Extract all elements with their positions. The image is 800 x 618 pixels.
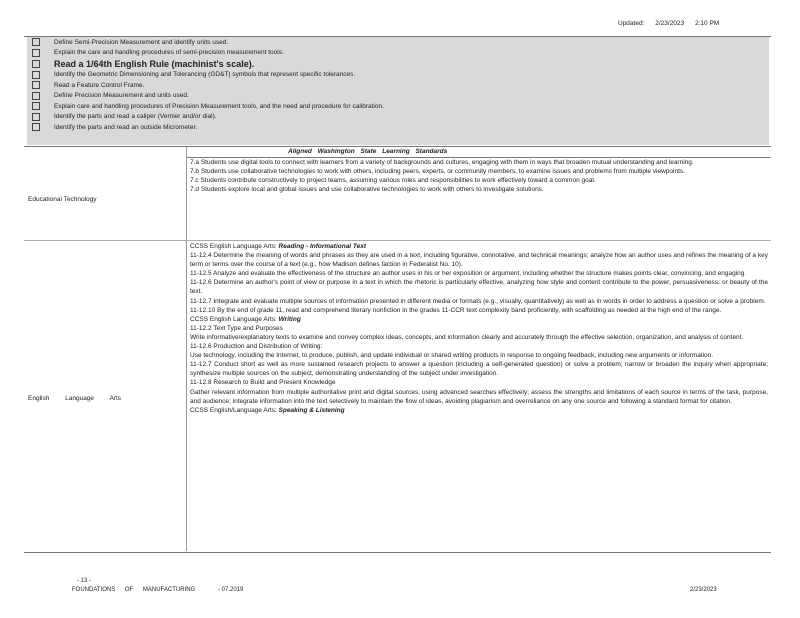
checkbox-icon — [32, 92, 40, 100]
objective-item: Identify the parts and read a caliper (Vernier and/or dial). — [27, 112, 769, 123]
standard-item: 11-12.6 Production and Distribution of Writing: — [190, 343, 323, 351]
footer-code: - 07.2019 — [218, 587, 244, 593]
checkbox-icon — [32, 71, 40, 79]
objective-item: Explain care and handling procedures of Precision Measurement tools, and the need and procedure for calibration. — [27, 101, 769, 112]
row-rule — [24, 240, 771, 241]
row-label-ela: English Language Arts — [28, 395, 122, 402]
footer-title: FOUNDATIONS OF MANUFACTURING — [72, 587, 196, 593]
checkbox-icon — [32, 49, 40, 57]
objective-item: Read a Feature Control Frame. — [27, 80, 769, 91]
checkbox-icon — [32, 81, 40, 89]
standard-item: 11-12.2 Text Type and Purposes — [190, 324, 283, 332]
standard-item: Use technology, including the Internet, to produce, publish, and update individual or shared writing products in response to ongoing feedback, including new arguments or information. — [190, 352, 714, 360]
standard-heading: CCSS English Language Arts: Reading - Informational Text — [190, 243, 367, 250]
checkbox-icon — [32, 102, 40, 110]
standard-item: 7.b Students use collaborative technologies to work with others, including peers, experts, or community members, to examine issues and problems from multiple viewpoints. — [190, 168, 685, 176]
standard-item: 11-12.7 Conduct short as well as more sustained research projects to answer a question (including a self-generated question) or solve a problem; narrow or broaden the inquiry when appropriate; synthesize multiple sources on the subject, demonstrating understanding of the subject under investigation. — [190, 361, 768, 378]
objective-item: Read a 1/64th English Rule (machinist's scale). — [27, 58, 769, 70]
standard-item: 7.c Students contribute constructively to project teams, assuming various roles and responsibilities to work effectively toward a common goal. — [190, 177, 596, 185]
objective-item: Explain the care and handling procedures of semi-precision measurement tools. — [27, 48, 769, 59]
standard-item: 11-12.7 Integrate and evaluate multiple sources of information presented in different media or formats (e.g., visually, quantitatively) as well as in words in order to address a question or solve a problem. — [190, 297, 766, 305]
table-bottom-rule — [24, 552, 771, 553]
standard-item: 7.a Students use digital tools to connect with learners from a variety of backgrounds and cultures, engaging with them in ways that broaden mutual understanding and learning. — [190, 159, 694, 166]
updated-label: Updated: — [618, 20, 645, 27]
table-top-rule — [24, 146, 771, 147]
standard-item: 11-12.8 Research to Build and Present Knowledge — [190, 379, 336, 387]
standard-heading: CCSS English Language Arts: Writing — [190, 315, 301, 323]
standard-item: Write informative/explanatory texts to examine and convey complex ideas, concepts, and information clearly and accurately through the effective selection, organization, and analysis of content. — [190, 333, 744, 341]
standard-item: 11-12.6 Determine an author's point of view or purpose in a text in which the rhetoric is particularly effective, analyzing how style and content contribute to the power, persuasiveness, or beauty of the text. — [190, 279, 768, 296]
objective-item: Identify the parts and read an outside Micrometer. — [27, 122, 769, 133]
objective-item: Identify the Geometric Dimensioning and Tolerancing (GD&T) symbols that represent specific tolerances. — [27, 70, 769, 81]
footer-page-number: - 13 - — [77, 578, 92, 584]
standard-item: 7.d Students explore local and global issues and use collaborative technologies to work with others to investigate solutions. — [190, 186, 544, 194]
standard-item: 11-12.4 Determine the meaning of words and phrases as they are used in a text, including figurative, connotative, and technical meanings; analyze how an author uses and refines the meaning of a key term or terms over the course of a text (e.g., how Madison defines faction in Federalist No. 10). — [190, 252, 768, 269]
standard-item: Gather relevant information from multiple authoritative print and digital sources, using advanced searches effectively; assess the strengths and limitations of each source in terms of the task, purpose, and audience; integrate information into the text selectively to maintain the flow of ideas, avoiding plagiarism and overreliance on any one source and following a standard format for citation. — [190, 388, 768, 405]
objective-item: Define Precision Measurement and units used. — [27, 91, 769, 102]
objectives-list — [27, 37, 769, 145]
standard-item: 11-12.5 Analyze and evaluate the effectiveness of the structure an author uses in his or her exposition or argument, including whether the structure makes points clear, convincing, and engaging. — [190, 270, 747, 278]
column-divider — [186, 147, 187, 551]
standard-heading: CCSS English/Language Arts: Speaking & Listening — [190, 406, 345, 414]
updated-date: 2/23/2023 — [655, 20, 685, 27]
checkbox-icon — [32, 60, 40, 68]
objective-item: Define Semi-Precision Measurement and identify units used. — [27, 37, 769, 48]
checkbox-icon — [32, 38, 40, 46]
ela-standards — [190, 242, 768, 415]
updated-time: 2:10 PM — [695, 20, 720, 27]
row-label-edtech: Educational Technology — [28, 196, 97, 203]
standard-item: 11-12.10 By the end of grade 11, read and comprehend literary nonfiction in the grades 11-CCR text complexity band proficiently, with scaffolding as needed at the high end of the range. — [190, 306, 722, 314]
checkbox-icon — [32, 113, 40, 121]
standards-header: Aligned Washington State Learning Standards — [288, 148, 448, 155]
edtech-standards — [190, 158, 768, 194]
footer-date: 2/23/2023 — [690, 587, 717, 593]
checkbox-icon — [32, 123, 40, 131]
updated-stamp — [618, 20, 719, 27]
